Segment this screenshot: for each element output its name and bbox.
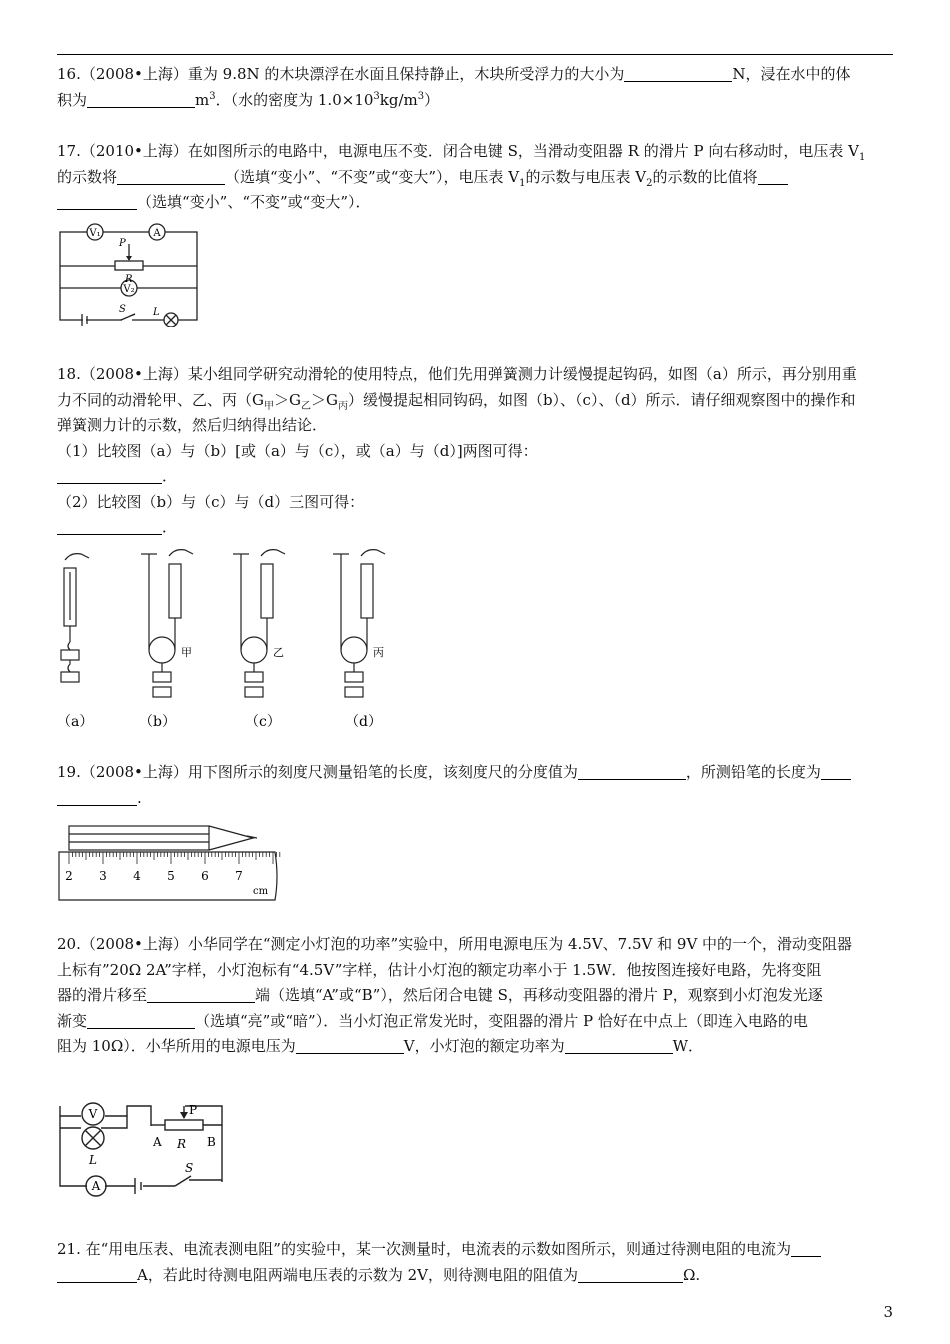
- answer-blank[interactable]: [296, 1037, 404, 1054]
- answer-blank[interactable]: [578, 763, 686, 780]
- q18-text: ＞G: [310, 390, 338, 409]
- q16-text: 积为: [57, 90, 88, 109]
- q20-text: W．: [672, 1037, 704, 1055]
- q20-text: 阻为 10Ω）．小华所用的电源电压为: [57, 1037, 296, 1055]
- question-19: 19.（2008•上海）用下图所示的刻度尺测量铅笔的长度，该刻度尺的分度值为 ，所测铅笔的长度为 .: [57, 760, 895, 811]
- page-number: 3: [883, 1303, 893, 1321]
- ruler-unit: cm: [253, 886, 269, 897]
- voltmeter-v2-label: V₂: [123, 284, 135, 295]
- top-rule: [57, 54, 893, 55]
- slider-p-label: P: [189, 1103, 198, 1117]
- pulley-figures-q18: [57, 540, 417, 732]
- q20-text: V，小灯泡的额定功率为: [403, 1037, 565, 1055]
- q19-text: ，所测铅笔的长度为: [685, 763, 821, 781]
- q18-text: ）缓慢提起相同钩码，如图（b）、（c）、（d）所示．请仔细观察图中的操作和: [347, 390, 856, 409]
- pulley-label-bing: 丙: [373, 646, 384, 659]
- q18-text: 力不同的动滑轮甲、乙、丙（G: [57, 390, 264, 409]
- ruler-label: 5: [167, 869, 175, 883]
- rheostat-end-a-label: A: [153, 1135, 162, 1149]
- subscript: 乙: [300, 400, 311, 412]
- ruler-label: 4: [133, 869, 141, 883]
- slider-p-label: P: [119, 238, 126, 249]
- q18-subquestion-1: （1）比较图（a）与（b）[或（a）与（c），或（a）与（d）]两图可得：: [57, 441, 538, 460]
- q18-text: 18.（2008•上海）某小组同学研究动滑轮的使用特点，他们先用弹簧测力计缓慢提起钩码，如图（a）所示，再分别用重: [57, 365, 857, 383]
- q16-text: ．（水的密度为 1.0×10: [215, 90, 374, 109]
- answer-blank[interactable]: [57, 193, 137, 210]
- answer-blank[interactable]: [821, 763, 851, 780]
- q18-text: ＞G: [273, 390, 301, 409]
- ruler-label: 2: [65, 869, 73, 883]
- q20-text: 上标有”20Ω 2A”字样，小灯泡标有“4.5V”字样，估计小灯泡的额定功率小于 1.5W．他按图连接好电路，先将变阻: [57, 960, 822, 979]
- q19-text: 19.（2008•上海）用下图所示的刻度尺测量铅笔的长度，该刻度尺的分度值为: [57, 763, 578, 781]
- subscript: 丙: [337, 400, 348, 412]
- answer-blank[interactable]: [791, 1240, 821, 1257]
- q17-text: （选填“变小”、“不变”或“变大”），电压表 V: [225, 167, 520, 186]
- answer-blank[interactable]: [624, 65, 732, 82]
- q16-text: N，浸在水中的体: [732, 65, 851, 83]
- ammeter-label: A: [91, 1179, 101, 1193]
- ammeter-label: A: [153, 228, 161, 239]
- caption-d: （d）: [345, 714, 382, 730]
- lamp-l-label: L: [89, 1153, 97, 1167]
- pulley-label-jia: 甲: [181, 646, 192, 659]
- q20-text: 20.（2008•上海）小华同学在“测定小灯泡的功率”实验中，所用电源电压为 4.5V、7.5V 和 9V 中的一个，滑动变阻器: [57, 935, 853, 953]
- ruler-label: 3: [99, 869, 107, 883]
- switch-s-label: S: [185, 1161, 194, 1175]
- answer-blank[interactable]: [87, 91, 195, 108]
- q17-text: 的示数的比值将: [652, 167, 758, 186]
- q17-text: 17.（2010•上海）在如图所示的电路中，电源电压不变．闭合电键 S，当滑动变阻器 R 的滑片 P 向右移动时，电压表 V: [57, 142, 859, 160]
- q20-text: （选填“亮”或“暗”）．当小灯泡正常发光时，变阻器的滑片 P 恰好在中点上（即连入电路的电: [195, 1011, 808, 1030]
- q17-text: （选填“变小”、“不变”或“变大”）．: [137, 193, 371, 211]
- question-17: [57, 139, 895, 216]
- q21-text: Ω.: [682, 1265, 701, 1284]
- ruler-pencil-figure-q19: [57, 822, 282, 904]
- question-20: [57, 932, 895, 1060]
- q17-text: 的示数将: [57, 167, 118, 186]
- lamp-l-label: L: [153, 307, 160, 318]
- rheostat-end-b-label: B: [207, 1135, 216, 1149]
- answer-blank[interactable]: [578, 1266, 683, 1283]
- answer-blank[interactable]: [758, 168, 788, 185]
- answer-blank[interactable]: [87, 1012, 195, 1029]
- answer-blank[interactable]: [57, 467, 162, 484]
- answer-blank[interactable]: [57, 1266, 137, 1283]
- question-18: 18.（2008•上海）某小组同学研究动滑轮的使用特点，他们先用弹簧测力计缓慢提起钩码，如图（a）所示，再分别用重 力不同的动滑轮甲、乙、丙$(G_甲>G_乙>G_丙)$缓慢提起相同钩码，如图（b）、（c）、（d）所示．请仔细观察图中的操作和 弹簧测力计的示数，然后归纳得出结论． （1）比较图（a）与（b）[或（a）与（c），或（a）与（d）]两图可得： ． （2）比较图（b）与（c）与（d）三图可得： ．: [57, 365, 857, 536]
- ruler-label: 7: [235, 869, 243, 883]
- q17-text: 的示数与电压表 V: [525, 167, 647, 186]
- q16-text: 16.（2008•上海）重为 9.8N 的木块漂浮在水面且保持静止，木块所受浮力的大小为: [57, 65, 625, 83]
- answer-blank[interactable]: [57, 789, 137, 806]
- caption-b: （b）: [139, 714, 176, 730]
- q16-text: ）: [424, 90, 440, 109]
- q16-text: m: [195, 90, 210, 109]
- caption-a: （a）: [57, 714, 94, 730]
- circuit-diagram-q20: [57, 1098, 227, 1198]
- voltmeter-v1-label: V₁: [89, 228, 101, 239]
- superscript: 3: [209, 90, 216, 102]
- pulley-label-yi: 乙: [273, 646, 284, 659]
- subscript: 2: [646, 177, 653, 189]
- answer-blank[interactable]: [147, 986, 255, 1003]
- q21-text: A，若此时待测电阻两端电压表的示数为 2V，则待测电阻的阻值为: [137, 1265, 578, 1284]
- caption-c: （c）: [245, 714, 281, 730]
- q20-text: 渐变: [57, 1011, 88, 1030]
- ruler-label: 6: [201, 869, 209, 883]
- subscript: 1: [519, 177, 526, 189]
- q20-text: 器的滑片移至: [57, 986, 148, 1004]
- switch-s-label: S: [119, 304, 126, 315]
- circuit-diagram-q17: [57, 222, 207, 327]
- question-21: [57, 1237, 895, 1288]
- rheostat-r-label: R: [177, 1137, 187, 1151]
- subscript: 甲: [263, 400, 274, 412]
- q18-text: 弹簧测力计的示数，然后归纳得出结论．: [57, 416, 328, 434]
- answer-blank[interactable]: [565, 1037, 673, 1054]
- q16-text: kg/m: [379, 90, 418, 109]
- voltmeter-label: V: [88, 1107, 98, 1121]
- answer-blank[interactable]: [57, 518, 162, 535]
- subscript: 1: [859, 152, 866, 163]
- superscript: 3: [417, 90, 425, 102]
- q20-text: 端（选填“A”或“B”），然后闭合电键 S，再移动变阻器的滑片 P，观察到小灯泡发光逐: [255, 986, 823, 1004]
- q21-text: 21. 在“用电压表、电流表测电阻”的实验中，某一次测量时，电流表的示数如图所示，则通过待测电阻的电流为: [57, 1240, 791, 1258]
- q18-subquestion-2: （2）比较图（b）与（c）与（d）三图可得：: [57, 492, 365, 511]
- answer-blank[interactable]: [117, 168, 225, 185]
- superscript: 3: [373, 90, 380, 102]
- rheostat-r-label: R: [125, 274, 133, 285]
- question-16: [57, 62, 895, 113]
